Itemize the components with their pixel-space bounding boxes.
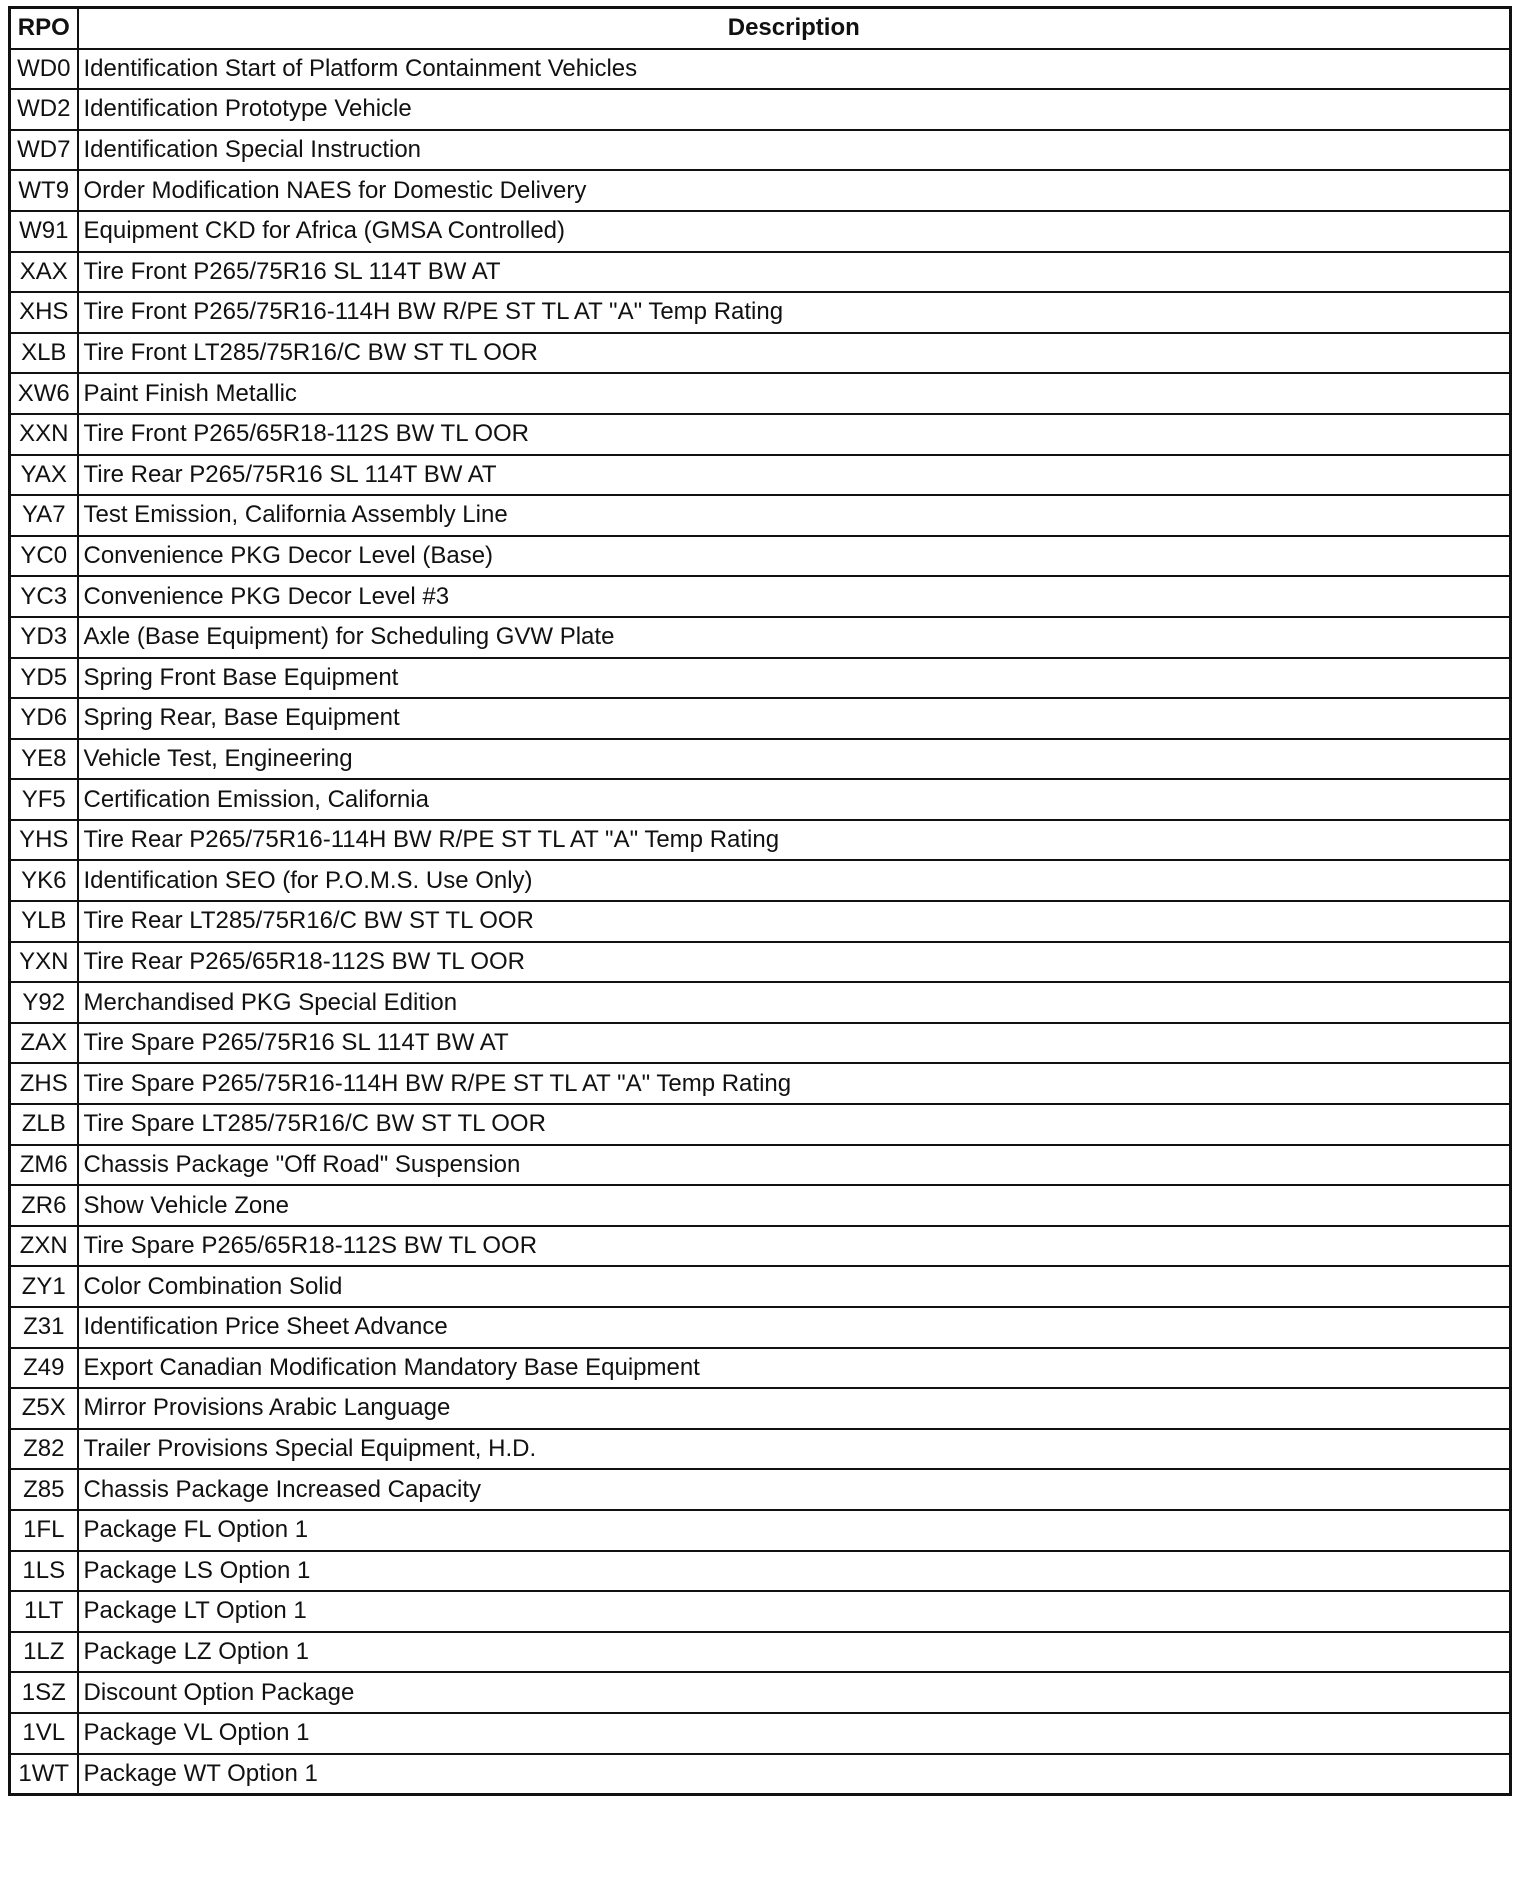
rpo-code: 1LT [10,1591,78,1632]
rpo-code: W91 [10,211,78,252]
rpo-code: 1WT [10,1754,78,1795]
rpo-code: 1LZ [10,1632,78,1673]
rpo-code: ZM6 [10,1145,78,1186]
rpo-description: Tire Rear P265/75R16 SL 114T BW AT [78,455,1511,496]
rpo-code: YA7 [10,495,78,536]
table-row [10,942,1511,983]
table-row [10,617,1511,658]
table-row [10,576,1511,617]
rpo-description: Tire Front P265/75R16-114H BW R/PE ST TL AT "A" Temp Rating [78,292,1511,333]
table-row [10,49,1511,90]
rpo-table [8,6,1512,1796]
rpo-code: ZXN [10,1226,78,1267]
rpo-code: XXN [10,414,78,455]
rpo-description: Test Emission, California Assembly Line [78,495,1511,536]
table-row [10,1226,1511,1267]
rpo-code: ZAX [10,1023,78,1064]
rpo-description: Convenience PKG Decor Level #3 [78,576,1511,617]
table-row [10,495,1511,536]
rpo-code: Y92 [10,982,78,1023]
rpo-code: 1SZ [10,1672,78,1713]
table-row [10,1307,1511,1348]
rpo-code: ZLB [10,1104,78,1145]
rpo-code: ZR6 [10,1185,78,1226]
rpo-code: 1VL [10,1713,78,1754]
table-row [10,1429,1511,1470]
rpo-description: Tire Rear LT285/75R16/C BW ST TL OOR [78,901,1511,942]
rpo-code: YD3 [10,617,78,658]
rpo-code: WD0 [10,49,78,90]
rpo-description: Color Combination Solid [78,1266,1511,1307]
rpo-description: Equipment CKD for Africa (GMSA Controlled) [78,211,1511,252]
rpo-code: YC3 [10,576,78,617]
table-row [10,170,1511,211]
rpo-code: 1FL [10,1510,78,1551]
rpo-description: Identification SEO (for P.O.M.S. Use Only) [78,860,1511,901]
rpo-code: YF5 [10,779,78,820]
table-body [10,49,1511,1795]
table-row [10,1754,1511,1795]
table-row [10,1348,1511,1389]
table-row [10,860,1511,901]
rpo-description: Spring Front Base Equipment [78,658,1511,699]
rpo-description: Order Modification NAES for Domestic Delivery [78,170,1511,211]
rpo-description: Identification Prototype Vehicle [78,89,1511,130]
table-row [10,292,1511,333]
table-row [10,658,1511,699]
rpo-description: Identification Special Instruction [78,130,1511,171]
table-row [10,901,1511,942]
rpo-description: Tire Front P265/75R16 SL 114T BW AT [78,252,1511,293]
table-row [10,1266,1511,1307]
table-row [10,1632,1511,1673]
table-row [10,373,1511,414]
rpo-code: Z49 [10,1348,78,1389]
rpo-description: Tire Front LT285/75R16/C BW ST TL OOR [78,333,1511,374]
table-row [10,252,1511,293]
rpo-code: YHS [10,820,78,861]
rpo-description: Chassis Package Increased Capacity [78,1469,1511,1510]
table-row [10,1713,1511,1754]
table-row [10,739,1511,780]
rpo-code: WD7 [10,130,78,171]
header-row [10,8,1511,49]
rpo-code: WD2 [10,89,78,130]
rpo-description: Tire Rear P265/75R16-114H BW R/PE ST TL AT "A" Temp Rating [78,820,1511,861]
rpo-description: Tire Front P265/65R18-112S BW TL OOR [78,414,1511,455]
table-row [10,1104,1511,1145]
rpo-description: Tire Spare P265/65R18-112S BW TL OOR [78,1226,1511,1267]
rpo-description: Tire Spare P265/75R16 SL 114T BW AT [78,1023,1511,1064]
table-row [10,130,1511,171]
rpo-code: YC0 [10,536,78,577]
table-row [10,1063,1511,1104]
table-row [10,414,1511,455]
table-row [10,779,1511,820]
table-row [10,1510,1511,1551]
rpo-description: Discount Option Package [78,1672,1511,1713]
rpo-code: WT9 [10,170,78,211]
rpo-code: Z31 [10,1307,78,1348]
rpo-description: Axle (Base Equipment) for Scheduling GVW Plate [78,617,1511,658]
rpo-description: Mirror Provisions Arabic Language [78,1388,1511,1429]
rpo-description: Package LS Option 1 [78,1551,1511,1592]
table-header [10,8,1511,49]
table-row [10,1185,1511,1226]
table-row [10,1388,1511,1429]
rpo-description: Chassis Package "Off Road" Suspension [78,1145,1511,1186]
table-row [10,455,1511,496]
table-row [10,698,1511,739]
rpo-code: Z5X [10,1388,78,1429]
rpo-description: Show Vehicle Zone [78,1185,1511,1226]
table-row [10,982,1511,1023]
rpo-description: Certification Emission, California [78,779,1511,820]
rpo-description: Merchandised PKG Special Edition [78,982,1511,1023]
rpo-code: Z85 [10,1469,78,1510]
rpo-code: XHS [10,292,78,333]
rpo-description: Convenience PKG Decor Level (Base) [78,536,1511,577]
table-row [10,820,1511,861]
rpo-description: Package FL Option 1 [78,1510,1511,1551]
table-row [10,1145,1511,1186]
rpo-code: XLB [10,333,78,374]
rpo-code: XW6 [10,373,78,414]
rpo-description: Spring Rear, Base Equipment [78,698,1511,739]
table-row [10,1023,1511,1064]
table-row [10,1469,1511,1510]
rpo-description: Package VL Option 1 [78,1713,1511,1754]
table-row [10,536,1511,577]
rpo-code: YD5 [10,658,78,699]
rpo-code: YE8 [10,739,78,780]
rpo-code: ZY1 [10,1266,78,1307]
header-rpo: RPO [10,8,78,49]
rpo-code: XAX [10,252,78,293]
table-row [10,1551,1511,1592]
rpo-description: Identification Start of Platform Containment Vehicles [78,49,1511,90]
table-row [10,1672,1511,1713]
rpo-description: Vehicle Test, Engineering [78,739,1511,780]
rpo-description: Identification Price Sheet Advance [78,1307,1511,1348]
rpo-description: Trailer Provisions Special Equipment, H.D. [78,1429,1511,1470]
rpo-description: Package WT Option 1 [78,1754,1511,1795]
rpo-code: 1LS [10,1551,78,1592]
rpo-code: YD6 [10,698,78,739]
rpo-code: YLB [10,901,78,942]
rpo-code: Z82 [10,1429,78,1470]
rpo-description: Tire Spare LT285/75R16/C BW ST TL OOR [78,1104,1511,1145]
rpo-code: ZHS [10,1063,78,1104]
rpo-description: Tire Rear P265/65R18-112S BW TL OOR [78,942,1511,983]
rpo-description: Paint Finish Metallic [78,373,1511,414]
header-description: Description [78,8,1511,49]
rpo-code: YAX [10,455,78,496]
rpo-description: Package LZ Option 1 [78,1632,1511,1673]
rpo-description: Export Canadian Modification Mandatory Base Equipment [78,1348,1511,1389]
rpo-description: Tire Spare P265/75R16-114H BW R/PE ST TL AT "A" Temp Rating [78,1063,1511,1104]
table-row [10,333,1511,374]
rpo-code: YXN [10,942,78,983]
table-row [10,1591,1511,1632]
table-row [10,89,1511,130]
rpo-description: Package LT Option 1 [78,1591,1511,1632]
table-row [10,211,1511,252]
rpo-code: YK6 [10,860,78,901]
